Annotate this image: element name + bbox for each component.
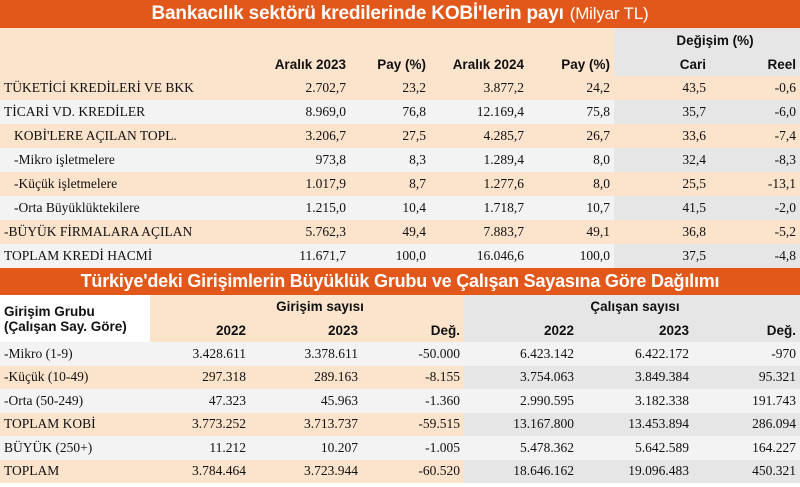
row-label: BÜYÜK (250+): [0, 436, 150, 460]
degisim-header: Değişim (%): [614, 28, 800, 52]
table-row: [0, 196, 800, 220]
cell-pay1: 27,5: [350, 124, 430, 148]
cell-pay2: 75,8: [528, 100, 614, 124]
cell-pay1: 23,2: [350, 76, 430, 100]
table1-title: Bankacılık sektörü kredilerinde KOBİ'lerin payı: [151, 3, 564, 24]
table-row: [0, 244, 800, 268]
cell-girisim-2023: 10.207: [250, 436, 362, 460]
cell-girisim-2023: 289.163: [250, 366, 362, 390]
cell-girisim-deg: -50.000: [362, 342, 464, 366]
cell-pay1: 8,7: [350, 172, 430, 196]
deg-calisan-header: Değ.: [693, 319, 800, 343]
cell-aralik2024: 1.277,6: [430, 172, 528, 196]
cell-girisim-2022: 3.773.252: [150, 413, 250, 437]
cell-cari: 25,5: [614, 172, 710, 196]
cell-girisim-2023: 3.378.611: [250, 342, 362, 366]
row-label: KOBİ'LERE AÇILAN TOPL.: [0, 124, 252, 148]
cell-calisan-2023: 19.096.483: [578, 460, 693, 484]
cell-aralik2023: 3.206,7: [252, 124, 350, 148]
cell-reel: -6,0: [710, 100, 800, 124]
cell-calisan-2022: 2.990.595: [464, 389, 578, 413]
kobi-credit-share-table: [0, 28, 800, 268]
cell-girisim-2022: 3.784.464: [150, 460, 250, 484]
cell-reel: -0,6: [710, 76, 800, 100]
cell-pay1: 8,3: [350, 148, 430, 172]
cell-girisim-2022: 3.428.611: [150, 342, 250, 366]
table-row: [0, 413, 800, 437]
row-label: -Orta (50-249): [0, 389, 150, 413]
cell-cari: 33,6: [614, 124, 710, 148]
pay2-header: Pay (%): [528, 52, 614, 76]
cell-calisan-deg: 164.227: [693, 436, 800, 460]
table-row: [0, 460, 800, 484]
table2-header-row-1: [0, 295, 800, 319]
table-row: [0, 436, 800, 460]
row-label: -Küçük işletmelere: [0, 172, 252, 196]
cell-calisan-2023: 6.422.172: [578, 342, 693, 366]
cell-cari: 43,5: [614, 76, 710, 100]
group-header-line2: (Çalışan Say. Göre): [0, 319, 150, 343]
table-row: [0, 389, 800, 413]
cell-cari: 36,8: [614, 220, 710, 244]
year-2023-calisan-header: 2023: [578, 319, 693, 343]
pay1-header: Pay (%): [350, 52, 430, 76]
cell-cari: 35,7: [614, 100, 710, 124]
cell-pay2: 49,1: [528, 220, 614, 244]
cell-aralik2024: 1.718,7: [430, 196, 528, 220]
group-header-line1: Girişim Grubu: [0, 295, 150, 319]
cell-reel: -8,3: [710, 148, 800, 172]
cell-calisan-2023: 13.453.894: [578, 413, 693, 437]
cell-calisan-deg: 191.743: [693, 389, 800, 413]
cell-aralik2023: 11.671,7: [252, 244, 350, 268]
table1-header-row-1: [0, 28, 800, 52]
cell-pay2: 10,7: [528, 196, 614, 220]
cell-calisan-2022: 5.478.362: [464, 436, 578, 460]
cell-calisan-2022: 6.423.142: [464, 342, 578, 366]
cell-calisan-deg: -970: [693, 342, 800, 366]
cell-girisim-deg: -60.520: [362, 460, 464, 484]
row-label: TOPLAM KREDİ HACMİ: [0, 244, 252, 268]
cell-girisim-deg: -1.360: [362, 389, 464, 413]
cell-aralik2024: 12.169,4: [430, 100, 528, 124]
cell-calisan-deg: 286.094: [693, 413, 800, 437]
table2-header-row-2: [0, 319, 800, 343]
cell-pay1: 100,0: [350, 244, 430, 268]
table1-header-row-2: [0, 52, 800, 76]
table2-title: Türkiye'deki Girişimlerin Büyüklük Grubu ve Çalışan Sayasına Göre Dağılımı: [80, 271, 720, 291]
cell-aralik2024: 7.883,7: [430, 220, 528, 244]
cell-aralik2023: 1.017,9: [252, 172, 350, 196]
row-label: -BÜYÜK FİRMALARA AÇILAN: [0, 220, 252, 244]
cell-pay1: 76,8: [350, 100, 430, 124]
calisan-sayisi-header: Çalışan sayısı: [464, 295, 800, 319]
cell-pay2: 100,0: [528, 244, 614, 268]
table-row: [0, 100, 800, 124]
cell-aralik2023: 1.215,0: [252, 196, 350, 220]
cell-calisan-2022: 3.754.063: [464, 366, 578, 390]
cell-calisan-2023: 5.642.589: [578, 436, 693, 460]
row-label: -Küçük (10-49): [0, 366, 150, 390]
row-label: -Mikro (1-9): [0, 342, 150, 366]
cell-aralik2024: 1.289,4: [430, 148, 528, 172]
cell-calisan-2022: 13.167.800: [464, 413, 578, 437]
table-row: [0, 124, 800, 148]
year-2022-girisim-header: 2022: [150, 319, 250, 343]
reel-header: Reel: [710, 52, 800, 76]
cell-cari: 41,5: [614, 196, 710, 220]
cell-aralik2023: 2.702,7: [252, 76, 350, 100]
cell-aralik2024: 16.046,6: [430, 244, 528, 268]
cell-girisim-2023: 3.713.737: [250, 413, 362, 437]
cell-reel: -5,2: [710, 220, 800, 244]
year-2023-girisim-header: 2023: [250, 319, 362, 343]
table-row: [0, 366, 800, 390]
cell-girisim-2023: 45.963: [250, 389, 362, 413]
cell-girisim-deg: -1.005: [362, 436, 464, 460]
cell-calisan-deg: 95.321: [693, 366, 800, 390]
cell-girisim-2023: 3.723.944: [250, 460, 362, 484]
girisim-sayisi-header: Girişim sayısı: [150, 295, 464, 319]
table-row: [0, 76, 800, 100]
cell-calisan-2023: 3.182.338: [578, 389, 693, 413]
row-label: -Mikro işletmelere: [0, 148, 252, 172]
table-row: [0, 220, 800, 244]
year-2022-calisan-header: 2022: [464, 319, 578, 343]
cell-girisim-2022: 297.318: [150, 366, 250, 390]
cari-header: Cari: [614, 52, 710, 76]
table2-title-bar: [0, 268, 800, 295]
table-row: [0, 342, 800, 366]
cell-girisim-deg: -8.155: [362, 366, 464, 390]
table1-title-bar: [0, 0, 800, 28]
row-label: TOPLAM KOBİ: [0, 413, 150, 437]
cell-girisim-deg: -59.515: [362, 413, 464, 437]
cell-pay2: 8,0: [528, 148, 614, 172]
cell-calisan-deg: 450.321: [693, 460, 800, 484]
aralik2024-header: Aralık 2024: [430, 52, 528, 76]
cell-cari: 32,4: [614, 148, 710, 172]
deg-girisim-header: Değ.: [362, 319, 464, 343]
cell-pay1: 49,4: [350, 220, 430, 244]
table-row: [0, 172, 800, 196]
cell-aralik2024: 3.877,2: [430, 76, 528, 100]
row-label: TÜKETİCİ KREDİLERİ VE BKK: [0, 76, 252, 100]
cell-pay1: 10,4: [350, 196, 430, 220]
cell-reel: -2,0: [710, 196, 800, 220]
cell-calisan-2022: 18.646.162: [464, 460, 578, 484]
table-row: [0, 148, 800, 172]
row-label: TİCARİ VD. KREDİLER: [0, 100, 252, 124]
aralik2023-header: Aralık 2023: [252, 52, 350, 76]
cell-pay2: 24,2: [528, 76, 614, 100]
cell-pay2: 26,7: [528, 124, 614, 148]
row-label: -Orta Büyüklüktekilere: [0, 196, 252, 220]
cell-aralik2023: 8.969,0: [252, 100, 350, 124]
enterprise-size-distribution-table: [0, 295, 800, 483]
row-label: TOPLAM: [0, 460, 150, 484]
cell-girisim-2022: 11.212: [150, 436, 250, 460]
cell-reel: -4,8: [710, 244, 800, 268]
cell-pay2: 8,0: [528, 172, 614, 196]
cell-reel: -7,4: [710, 124, 800, 148]
cell-girisim-2022: 47.323: [150, 389, 250, 413]
cell-aralik2023: 5.762,3: [252, 220, 350, 244]
cell-cari: 37,5: [614, 244, 710, 268]
cell-reel: -13,1: [710, 172, 800, 196]
cell-calisan-2023: 3.849.384: [578, 366, 693, 390]
table1-title-unit: (Milyar TL): [569, 4, 649, 23]
cell-aralik2024: 4.285,7: [430, 124, 528, 148]
cell-aralik2023: 973,8: [252, 148, 350, 172]
